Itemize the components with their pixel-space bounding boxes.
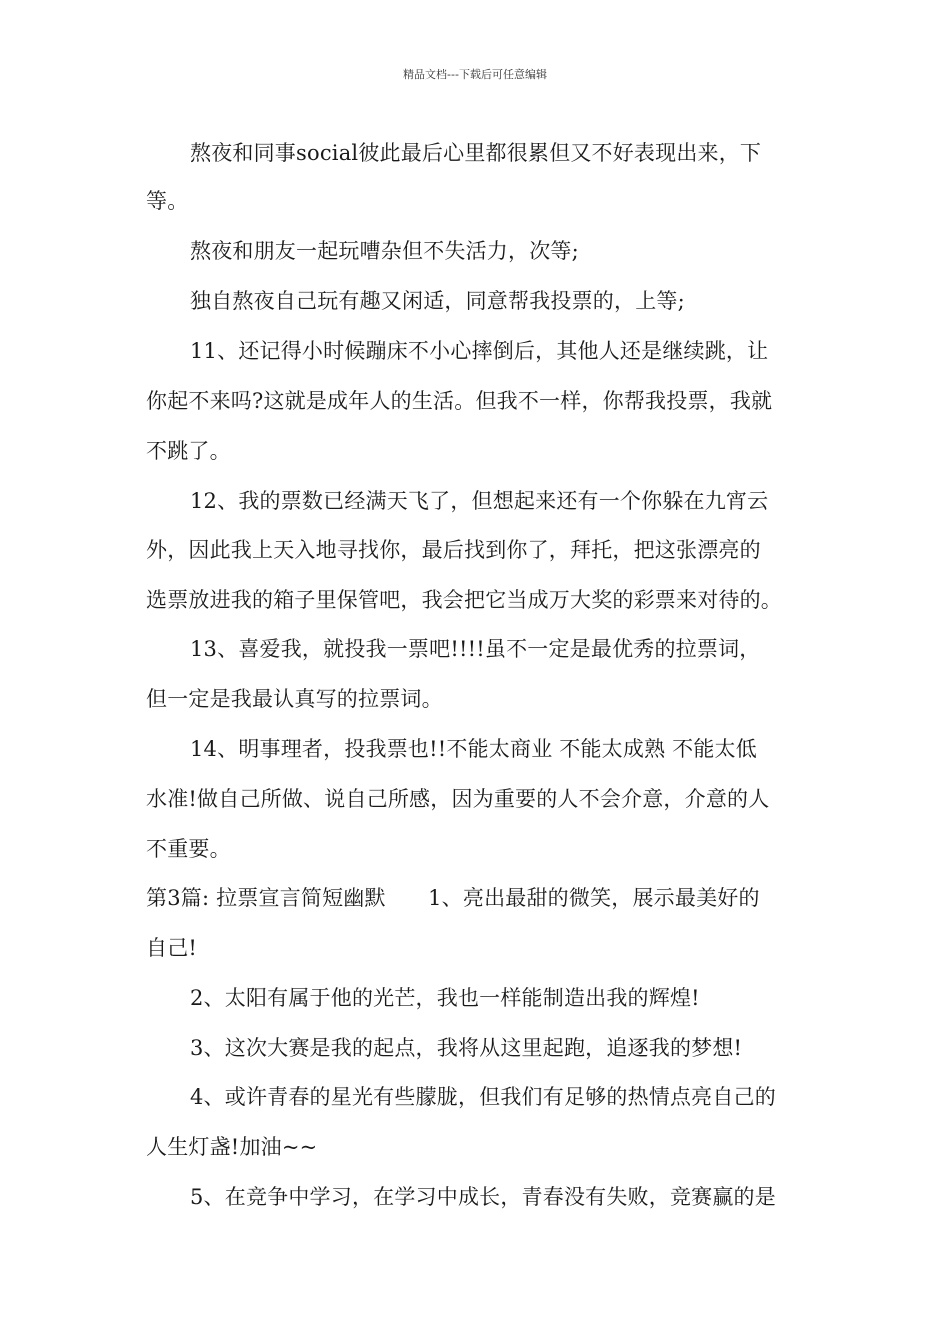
text-line: 11、还记得小时候蹦床不小心摔倒后，其他人还是继续跳，让 [190, 339, 769, 363]
text-line: 人生灯盏!加油~~ [146, 1135, 318, 1159]
text-line: 水准!做自己所做、说自己所感，因为重要的人不会介意，介意的人 [146, 787, 770, 811]
text-line: 等。 [146, 189, 189, 213]
text-line: 14、明事理者，投我票也!!不能太商业 不能太成熟 不能太低 [190, 737, 757, 761]
text-line: 2、太阳有属于他的光芒，我也一样能制造出我的辉煌! [190, 986, 700, 1010]
text-line: 5、在竞争中学习，在学习中成长，青春没有失败，竞赛赢的是 [190, 1185, 776, 1209]
text-line: 不跳了。 [146, 439, 231, 463]
text-line: 3、这次大赛是我的起点，我将从这里起跑，追逐我的梦想! [190, 1036, 743, 1060]
text-line: 熬夜和朋友一起玩嘈杂但不失活力，次等; [190, 239, 579, 263]
text-line: 12、我的票数已经满天飞了，但想起来还有一个你躲在九宵云 [190, 489, 769, 513]
text-line: 独自熬夜自己玩有趣又闲适，同意帮我投票的，上等; [190, 289, 685, 313]
page-header: 精品文档---下载后可任意编辑 [403, 68, 547, 81]
text-line: 自己! [146, 936, 198, 960]
text-line: 13、喜爱我，就投我一票吧!!!!虽不一定是最优秀的拉票词， [190, 637, 761, 661]
text-line: 熬夜和同事social彼此最后心里都很累但又不好表现出来，下 [190, 141, 762, 165]
text-line: 不重要。 [146, 837, 231, 861]
text-line: 选票放进我的箱子里保管吧，我会把它当成万大奖的彩票来对待的。 [146, 588, 782, 612]
text-line: 你起不来吗?这就是成年人的生活。但我不一样，你帮我投票，我就 [146, 389, 773, 413]
section-heading-line: 第3篇: 拉票宣言简短幽默 1、亮出最甜的微笑，展示最美好的 [146, 886, 760, 910]
text-line: 但一定是我最认真写的拉票词。 [146, 687, 443, 711]
text-line: 4、或许青春的星光有些朦胧，但我们有足够的热情点亮自己的 [190, 1085, 776, 1109]
text-line: 外，因此我上天入地寻找你，最后找到你了，拜托，把这张漂亮的 [146, 538, 761, 562]
